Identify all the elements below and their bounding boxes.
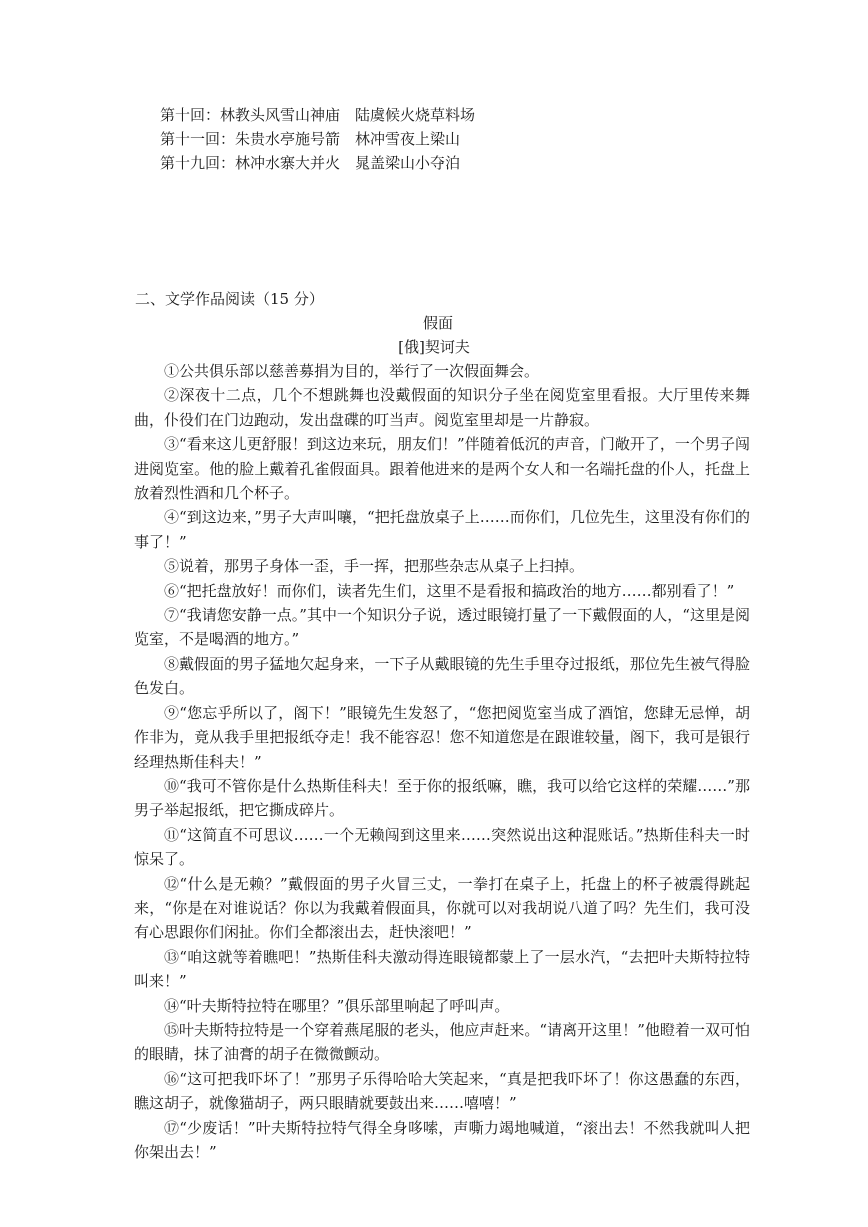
section-heading: 二、文学作品阅读（15 分） — [135, 290, 324, 308]
paragraph: ⑨“您忘乎所以了，阁下！”眼镜先生发怒了，“您把阅览室当成了酒馆，您肆无忌惮，胡作非为，竟从我手里把报纸夺走！我不能容忍！您不知道您是在跟谁较量，阁下，我可是银行经理热斯佳科夫！” — [134, 703, 750, 771]
paragraph: ⑪“这简直不可思议……一个无赖闯到这里来……突然说出这种混账话。”热斯佳科夫一时惊呆了。 — [134, 825, 750, 869]
paragraph: ⑰“少废话！”叶夫斯特拉特气得全身哆嗦，声嘶力竭地喊道，“滚出去！不然我就叫人把你架出去！” — [134, 1118, 750, 1161]
paragraph: ②深夜十二点，几个不想跳舞也没戴假面的知识分子坐在阅览室里看报。大厅里传来舞曲，仆役们在门边跑动，发出盘碟的叮当声。阅览室里却是一片静寂。 — [134, 386, 750, 429]
paragraph: ⑧戴假面的男子猛地欠起身来，一下子从戴眼镜的先生手里夺过报纸，那位先生被气得脸色发白。 — [134, 654, 750, 698]
chapter-item: 第十一回：朱贵水亭施号箭 林冲雪夜上梁山 — [160, 130, 461, 148]
paragraph: ⑦“我请您安静一点。”其中一个知识分子说，透过眼镜打量了一下戴假面的人，“这里是阅览室，不是喝酒的地方。” — [134, 606, 750, 649]
paragraph: ①公共俱乐部以慈善募捐为目的，举行了一次假面舞会。 — [164, 362, 540, 380]
author-line: [俄]契诃夫 — [398, 338, 470, 356]
paragraph: ⑯“这可把我吓坏了！”那男子乐得哈哈大笑起来，“真是把我吓坏了！你这愚蠢的东西，瞧这胡子，就像猫胡子，两只眼睛就要鼓出来……嘻嘻！” — [134, 1069, 750, 1113]
paragraph: ⑬“咱这就等着瞧吧！”热斯佳科夫激动得连眼镜都蒙上了一层水汽，“去把叶夫斯特拉特叫来！” — [134, 947, 750, 991]
paragraph: ⑮叶夫斯特拉特是一个穿着燕尾服的老头，他应声赶来。“请离开这里！”他瞪着一双可怕的眼睛，抹了油膏的胡子在微微颤动。 — [134, 1020, 750, 1064]
paragraph: ④“到这边来，”男子大声叫嚷，“把托盘放桌子上……而你们，几位先生，这里没有你们的事了！” — [134, 508, 750, 551]
paragraph: ③“看来这儿更舒服！到这边来玩，朋友们！”伴随着低沉的声音，门敞开了，一个男子闯进阅览室。他的脸上戴着孔雀假面具。跟着他进来的是两个女人和一名端托盘的仆人，托盘上放着烈性酒和几个杯子。 — [134, 435, 750, 503]
paragraph: ⑤说着，那男子身体一歪，手一挥，把那些杂志从桌子上扫掉。 — [164, 557, 585, 576]
work-title: 假面 — [422, 314, 453, 332]
paragraph: ⑫“什么是无赖？”戴假面的男子火冒三丈，一拳打在桌子上，托盘上的杯子被震得跳起来，“你是在对谁说话？你以为我戴着假面具，你就可以对我胡说八道了吗？先生们，我可没有心思跟你们闲扯。你们全都滚出去，赶快滚吧！” — [134, 874, 750, 942]
article-body — [134, 359, 750, 1164]
paragraph: ⑥“把托盘放好！而你们，读者先生们，这里不是看报和搞政治的地方……都别看了！” — [164, 581, 735, 600]
paragraph: ⑭“叶夫斯特拉特在哪里？”俱乐部里响起了呼叫声。 — [164, 996, 510, 1015]
chapter-list — [160, 103, 475, 175]
chapter-item: 第十回：林教头风雪山神庙 陆虞候火烧草料场 — [160, 106, 476, 124]
paragraph: ⑩“我可不管你是什么热斯佳科夫！至于你的报纸嘛，瞧，我可以给它这样的荣耀……”那男子举起报纸，把它撕成碎片。 — [134, 776, 750, 820]
chapter-item: 第十九回：林冲水寨大并火 晁盖梁山小夺泊 — [160, 154, 461, 172]
